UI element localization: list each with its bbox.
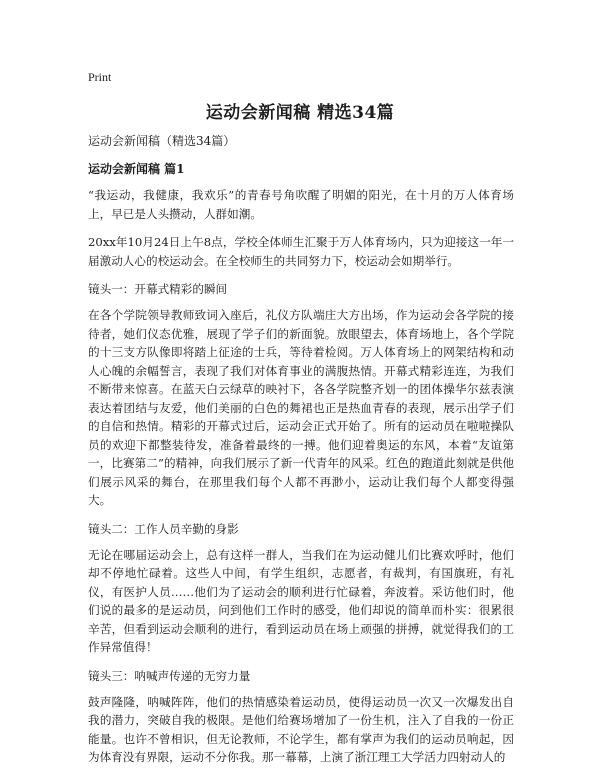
- paragraph-staff: 无论在哪届运动会上，总有这样一群人，当我们在为运动健儿们比赛欢呼时，他们却不停地忙碌着。这些人中间，有学生组织，志愿者，有裁判，有国旗班，有礼仪，有医护人员……他们为了运动会的顺利进行忙碌着，奔波着。采访他们时，他们说的最多的是运动员，问到他们工作时的感受，他们却说的简单而朴实：很累很辛苦，但看到运动会顺利的进行，看到运动员在场上顽强的拼搏，就觉得我们的工作异常值得！: [88, 547, 514, 654]
- scene-heading-2: 镜头二：工作人员辛勤的身影: [88, 521, 239, 536]
- scene-heading-1: 镜头一：开幕式精彩的瞬间: [88, 282, 228, 296]
- print-label: Print: [88, 70, 112, 84]
- section-title: 运动会新闻稿 篇1: [88, 162, 185, 176]
- document-title: 运动会新闻稿 精选34篇: [205, 103, 395, 123]
- paragraph-cheering: 鼓声隆隆，呐喊阵阵，他们的热情感染着运动员，使得运动员一次又一次爆发出自我的潜力，突破自我的极限。是他们给赛场增加了一份生机，注入了自我的一份正能量。也许不曾相识，但无论教师，不论学生，都有掌声为我们的运动员响起，因为体育没有界限，运动不分你我。那一幕幕，上演了浙江理工大学活力四射动人的: [88, 694, 514, 764]
- document-body: [88, 132, 514, 776]
- paragraph-intro: “我运动，我健康，我欢乐”的青春号角吹醒了明媚的阳光，在十月的万人体育场上，早已是人头攒动，人群如潮。: [88, 188, 514, 221]
- scene-heading-3: 镜头三：呐喊声传递的无穷力量: [88, 668, 251, 683]
- document-subtitle: 运动会新闻稿（精选34篇）: [88, 134, 236, 148]
- paragraph-opening-ceremony: 在各个学院领导教师致词入座后，礼仪方队端庄大方出场，作为运动会各学院的接待者，她们仪态优雅，展现了学子们的新面貌。放眼望去，体育场地上，各个学院的十三支方队像即将踏上征途的士兵，等待着检阅。万人体育场上的网架结构和动人心魄的余幅誓言，表现了我们对体育事业的满腹热情。开幕式精彩连连，为我们不断带来惊喜。在蓝天白云绿草的映衬下，各各学院整齐划一的团体操华尔兹表演表达着团结与友爱，他们美丽的白色的舞裙也正是热血青春的表现，展示出学子们的自信和热情。精彩的开幕式过后，运动会正式开始了。所有的运动员在啦啦操队员的欢迎下都整装待发，准备着最终的一搏。他们迎着奥运的东风，本着“友谊第一，比赛第二”的精神，向我们展示了新一代青年的风采。红色的跑道此刻就是供他们展示风采的舞台，在那里我们每个人都不再渺小，运动让我们每个人都变得强大。: [88, 308, 514, 507]
- paragraph-date: 20xx年10月24日上午8点，学校全体师生汇聚于万人体育场内，只为迎接这一年一届激动人心的校运动会。在全校师生的共同努力下，校运动会如期举行。: [88, 235, 514, 268]
